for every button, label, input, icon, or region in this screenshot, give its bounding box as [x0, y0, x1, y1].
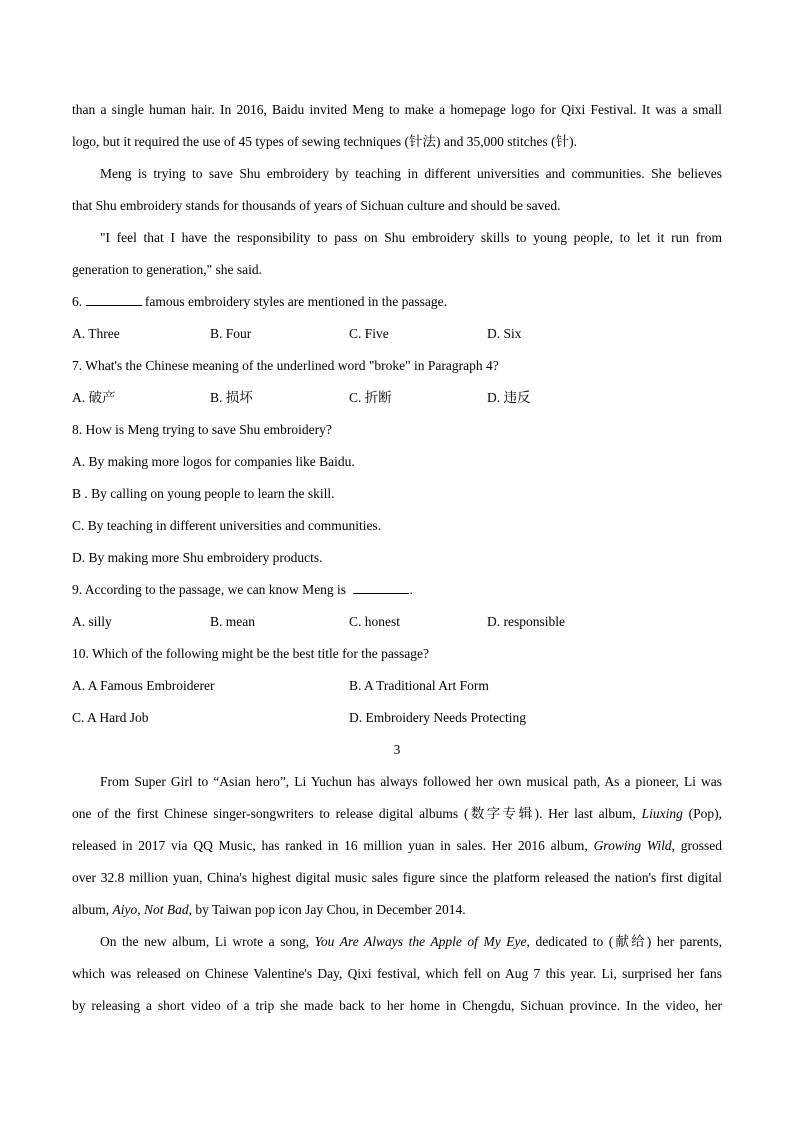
album-title: Aiyo, Not Bad — [112, 902, 189, 917]
option-b: B. A Traditional Art Form — [349, 678, 489, 693]
exam-page — [72, 98, 722, 1026]
passage-line: than a single human hair. In 2016, Baidu invited Meng to make a homepage logo for Qixi Festival. It was a small — [72, 102, 722, 117]
album-title: Liuxing — [641, 806, 683, 821]
option-c: C. A Hard Job — [72, 710, 149, 725]
option-d: D. Embroidery Needs Protecting — [349, 710, 526, 725]
question-10: 10. Which of the following might be the best title for the passage? — [72, 646, 430, 661]
question-end: . — [409, 582, 413, 597]
question-9 — [72, 578, 722, 610]
question-9-options — [72, 610, 722, 642]
option-a: A. By making more logos for companies like Baidu. — [72, 454, 355, 469]
option-d: D. responsible — [487, 614, 565, 629]
question-10-options-row1 — [72, 674, 722, 706]
passage-line: which was released on Chinese Valentine's Day, Qixi festival, which fell on Aug 7 this year. Li, surprised her fans — [72, 966, 722, 981]
option-d: D. By making more Shu embroidery products. — [72, 550, 323, 565]
option-c: C. Five — [349, 326, 389, 341]
option-d: D. 违反 — [487, 390, 531, 405]
option-b: B. Four — [210, 326, 252, 341]
option-b: B. 损坏 — [210, 390, 253, 405]
passage-line: logo, but it required the use of 45 types of sewing techniques (针法) and 35,000 stitches (针). — [72, 134, 578, 149]
answer-blank — [353, 579, 409, 594]
answer-blank — [86, 291, 142, 306]
option-c: C. honest — [349, 614, 401, 629]
question-10-options-row2 — [72, 706, 722, 738]
option-a: A. Three — [72, 326, 120, 341]
option-d: D. Six — [487, 326, 522, 341]
passage-line: "I feel that I have the responsibility to pass on Shu embroidery skills to young people, to let it run from — [100, 230, 722, 245]
question-8: 8. How is Meng trying to save Shu embroidery? — [72, 422, 332, 437]
question-7-options — [72, 386, 722, 418]
question-6-options — [72, 322, 722, 354]
section-number: 3 — [393, 742, 401, 757]
option-a: A. silly — [72, 614, 112, 629]
question-7: 7. What's the Chinese meaning of the underlined word "broke" in Paragraph 4? — [72, 358, 499, 373]
passage-line: by releasing a short video of a trip she made back to her home in Chengdu, Sichuan province. In the video, her — [72, 998, 722, 1013]
album-title: Growing Wild — [593, 838, 672, 853]
passage-line: On the new album, Li wrote a song, You Are Always the Apple of My Eye, dedicated to (献给) her parents, — [100, 934, 723, 949]
question-stem: famous embroidery styles are mentioned in the passage. — [144, 294, 448, 309]
passage-line: over 32.8 million yuan, China's highest digital music sales figure since the platform released the nation's first digital — [72, 870, 722, 885]
passage-line: released in 2017 via QQ Music, has ranked in 16 million yuan in sales. Her 2016 album, Growing Wild, grossed — [72, 838, 723, 853]
passage-line: Meng is trying to save Shu embroidery by teaching in different universities and communities. She believes — [100, 166, 722, 181]
question-6 — [72, 290, 722, 322]
question-number: 6. — [72, 294, 83, 309]
option-c: C. 折断 — [349, 390, 392, 405]
passage-line: album, Aiyo, Not Bad, by Taiwan pop icon Jay Chou, in December 2014. — [72, 902, 466, 917]
song-title: You Are Always the Apple of My Eye — [314, 934, 527, 949]
option-a: A. A Famous Embroiderer — [72, 678, 215, 693]
passage-line: From Super Girl to “Asian hero”, Li Yuchun has always followed her own musical path, As a pioneer, Li was — [100, 774, 722, 789]
option-a: A. 破产 — [72, 390, 116, 405]
passage-line: that Shu embroidery stands for thousands of years of Sichuan culture and should be saved. — [72, 198, 561, 213]
question-stem: 9. According to the passage, we can know Meng is — [72, 582, 347, 597]
passage-line: one of the first Chinese singer-songwriters to release digital albums (数字专辑). Her last album, Liuxing (Pop), — [72, 806, 722, 821]
option-b: B. mean — [210, 614, 255, 629]
option-c: C. By teaching in different universities and communities. — [72, 518, 382, 533]
option-b: B . By calling on young people to learn the skill. — [72, 486, 335, 501]
passage-line: generation to generation," she said. — [72, 262, 262, 277]
